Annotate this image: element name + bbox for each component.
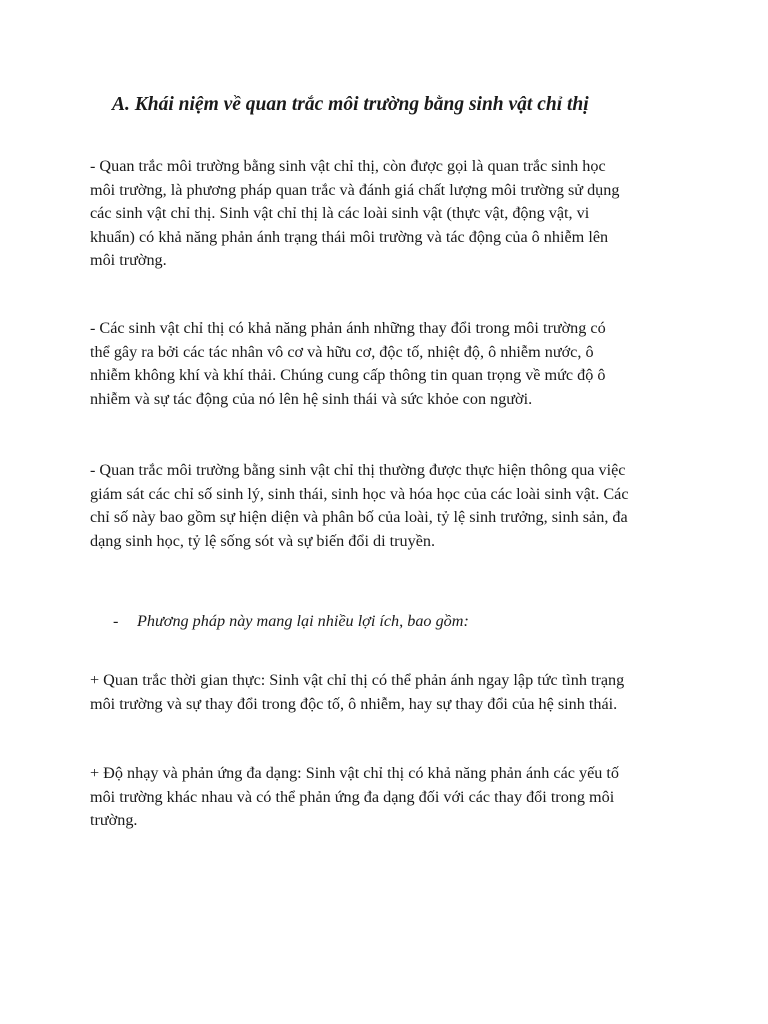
paragraph-definition xyxy=(90,155,690,273)
paragraph-line: môi trường. xyxy=(90,251,167,269)
paragraph-line: môi trường khác nhau và có thể phản ứng đa dạng đối với các thay đổi trong môi xyxy=(90,787,615,806)
benefit-sensitivity xyxy=(90,762,690,833)
paragraph-line: nhiễm và sự tác động của nó lên hệ sinh thái và sức khỏe con người. xyxy=(90,389,533,408)
paragraph-line: - Quan trắc môi trường bằng sinh vật chỉ thị, còn được gọi là quan trắc sinh học xyxy=(90,157,606,175)
paragraph-line: + Quan trắc thời gian thực: Sinh vật chỉ thị có thể phản ánh ngay lập tức tình trạng xyxy=(90,671,625,689)
benefits-list-item xyxy=(113,610,469,634)
paragraph-line: giám sát các chỉ số sinh lý, sinh thái, sinh học và hóa học của các loài sinh vật. Các xyxy=(90,484,629,503)
list-dash: - xyxy=(113,612,119,630)
paragraph-monitoring xyxy=(90,459,690,553)
paragraph-line: trường. xyxy=(90,811,138,829)
paragraph-line: môi trường, là phương pháp quan trắc và đánh giá chất lượng môi trường sử dụng xyxy=(90,180,620,199)
paragraph-line: khuẩn) có khả năng phản ánh trạng thái môi trường và tác động của ô nhiễm lên xyxy=(90,227,609,246)
paragraph-line: chỉ số này bao gồm sự hiện diện và phân bố của loài, tỷ lệ sinh trưởng, sinh sản, đa xyxy=(90,508,628,526)
paragraph-line: - Các sinh vật chỉ thị có khả năng phản ánh những thay đổi trong môi trường có xyxy=(90,319,606,337)
paragraph-line: các sinh vật chỉ thị. Sinh vật chỉ thị là các loài sinh vật (thực vật, động vật, vi xyxy=(90,204,590,222)
benefit-real-time xyxy=(90,669,690,716)
paragraph-line: nhiễm không khí và khí thải. Chúng cung cấp thông tin quan trọng về mức độ ô xyxy=(90,366,606,384)
list-item-text: Phương pháp này mang lại nhiều lợi ích, bao gồm: xyxy=(137,612,469,630)
paragraph-line: môi trường và sự thay đổi trong độc tố, ô nhiễm, hay sự thay đổi của hệ sinh thái. xyxy=(90,694,618,713)
paragraph-line: thể gây ra bởi các tác nhân vô cơ và hữu cơ, độc tố, nhiệt độ, ô nhiễm nước, ô xyxy=(90,342,594,361)
paragraph-line: + Độ nhạy và phản ứng đa dạng: Sinh vật chỉ thị có khả năng phản ánh các yếu tố xyxy=(90,764,620,782)
paragraph-line: dạng sinh học, tỷ lệ sống sót và sự biến đổi di truyền. xyxy=(90,531,436,550)
paragraph-changes xyxy=(90,317,690,411)
section-heading: A. Khái niệm về quan trắc môi trường bằng sinh vật chỉ thị xyxy=(112,94,589,115)
paragraph-line: - Quan trắc môi trường bằng sinh vật chỉ thị thường được thực hiện thông qua việc xyxy=(90,461,626,479)
